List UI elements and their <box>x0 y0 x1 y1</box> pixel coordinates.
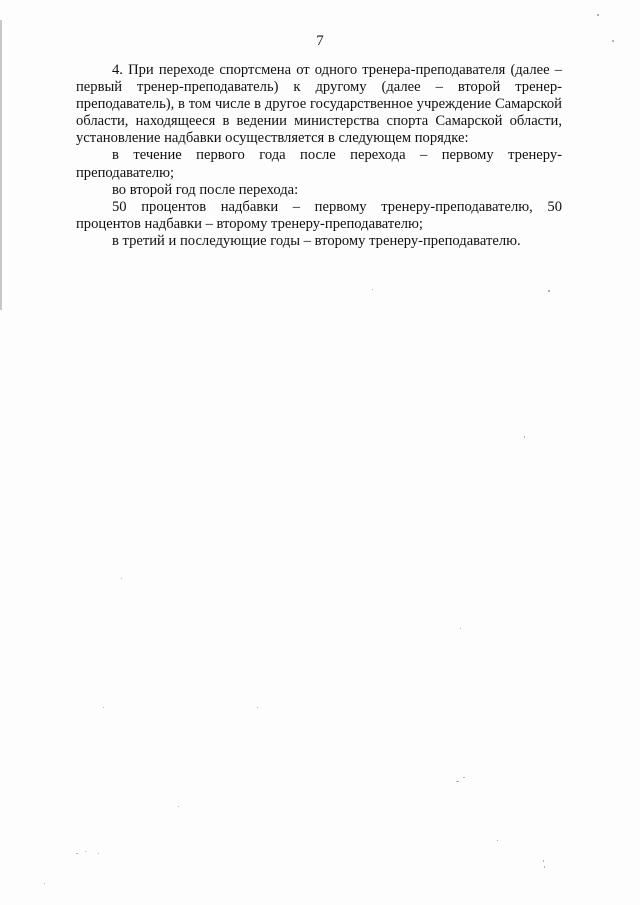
scan-speck <box>85 851 86 852</box>
scan-speck <box>544 866 545 868</box>
paragraph-first-year: в течение первого года после перехода – первому тренеру-преподавателю; <box>76 147 562 181</box>
scan-speck <box>543 860 544 862</box>
scan-speck <box>372 289 373 290</box>
scan-speck <box>456 781 459 782</box>
paragraph-second-year-split: 50 процентов надбавки – первому тренеру-преподавателю, 50 процентов надбавки – второму тренеру-преподавателю; <box>76 198 562 232</box>
scan-speck <box>463 777 465 778</box>
scan-speck <box>44 883 45 884</box>
scan-speck <box>497 840 498 841</box>
scan-speck <box>103 707 104 708</box>
scan-speck <box>460 628 461 629</box>
scan-speck <box>257 707 258 708</box>
paragraph-coach-transfer: 4. При переходе спортсмена от одного тренера-преподавателя (далее – первый тренер-преподаватель) к другому (далее – второй тренер-преподаватель), в том числе в другое государственное учреждение Самарской области, находящееся в ведении министерства спорта Самарской области, установление надбавки осуществляется в следующем порядке: <box>76 62 562 147</box>
paragraph-second-year-heading: во второй год после перехода: <box>112 181 299 198</box>
scan-speck <box>524 436 525 438</box>
scan-speck <box>98 853 99 854</box>
paragraph-third-year: в третий и последующие годы – второму тренеру-преподавателю. <box>112 232 521 249</box>
scan-speck <box>76 853 78 854</box>
scan-speck <box>178 806 179 807</box>
scan-speck <box>121 578 122 579</box>
scan-speck <box>597 14 599 16</box>
document-body <box>76 62 562 250</box>
scan-speck <box>612 40 614 42</box>
scan-speck <box>548 290 550 292</box>
scan-edge-shadow <box>0 20 2 310</box>
page-number: 7 <box>316 33 324 49</box>
